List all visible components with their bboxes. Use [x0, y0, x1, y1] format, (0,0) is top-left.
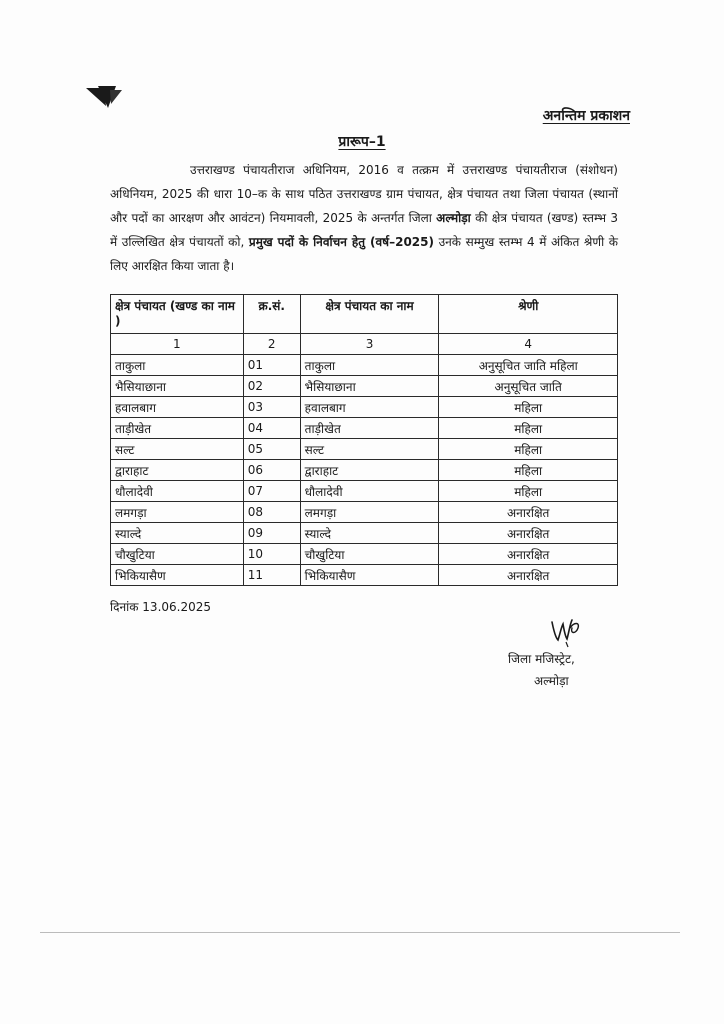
panchayat-name-cell: भैसियाछाना: [300, 376, 439, 397]
corner-mark-icon: [84, 84, 124, 110]
header-block-name: क्षेत्र पंचायत (खण्ड का नाम ): [111, 295, 244, 334]
panchayat-name-cell: लमगड़ा: [300, 502, 439, 523]
panchayat-name-cell: चौखुटिया: [300, 544, 439, 565]
district-name: अल्मोड़ा: [436, 211, 471, 225]
table-row: [111, 523, 618, 544]
panchayat-name-cell: हवालबाग: [300, 397, 439, 418]
column-number: 4: [439, 334, 618, 355]
table-row: [111, 376, 618, 397]
date-line: [110, 598, 211, 615]
serial-cell: 04: [243, 418, 300, 439]
signatory-place: अल्मोड़ा: [534, 674, 569, 688]
serial-cell: 01: [243, 355, 300, 376]
column-number: 2: [243, 334, 300, 355]
panchayat-name-cell: ताकुला: [300, 355, 439, 376]
table-row: [111, 439, 618, 460]
handwritten-signature: [548, 614, 584, 648]
form-title: प्रारूप–1: [338, 134, 386, 150]
provisional-publication-heading: अनन्तिम प्रकाशन: [542, 108, 630, 124]
block-name-cell: धौलादेवी: [111, 481, 244, 502]
category-cell: अनुसूचित जाति महिला: [439, 355, 618, 376]
panchayat-name-cell: धौलादेवी: [300, 481, 439, 502]
column-number-row: [111, 334, 618, 355]
table-row: [111, 418, 618, 439]
block-name-cell: द्वाराहाट: [111, 460, 244, 481]
category-cell: महिला: [439, 481, 618, 502]
block-name-cell: लमगड़ा: [111, 502, 244, 523]
panchayat-name-cell: सल्ट: [300, 439, 439, 460]
panchayat-name-cell: द्वाराहाट: [300, 460, 439, 481]
block-name-cell: चौखुटिया: [111, 544, 244, 565]
category-cell: अनारक्षित: [439, 523, 618, 544]
table-row: [111, 544, 618, 565]
date-value: 13.06.2025: [142, 600, 212, 614]
category-cell: अनारक्षित: [439, 502, 618, 523]
serial-cell: 10: [243, 544, 300, 565]
serial-cell: 03: [243, 397, 300, 418]
serial-cell: 07: [243, 481, 300, 502]
panchayat-name-cell: भिकियासैण: [300, 565, 439, 586]
category-cell: महिला: [439, 418, 618, 439]
header-panchayat-name: क्षेत्र पंचायत का नाम: [300, 295, 439, 334]
body-text-part1: उत्तराखण्ड पंचायतीराज अधिनियम, 2016 व तत्क्रम में उत्तराखण्ड पंचायतीराज (संशोधन) अधिनियम, 2025 की धारा 10–क के साथ पठित उत्तराखण्ड ग्राम पंचायत, क्षेत्र पंचायत तथा जिला पंचायत (स्थानों और पदों का आरक्षण और आवंटन) नियमावली, 2025 के अन्तर्गत जिला: [110, 163, 618, 225]
block-name-cell: हवालबाग: [111, 397, 244, 418]
serial-cell: 09: [243, 523, 300, 544]
category-cell: अनुसूचित जाति: [439, 376, 618, 397]
category-cell: महिला: [439, 397, 618, 418]
header-category: श्रेणी: [439, 295, 618, 334]
block-name-cell: ताकुला: [111, 355, 244, 376]
block-name-cell: ताड़ीखेत: [111, 418, 244, 439]
panchayat-name-cell: ताड़ीखेत: [300, 418, 439, 439]
panchayat-name-cell: स्याल्दे: [300, 523, 439, 544]
column-number: 3: [300, 334, 439, 355]
table-row: [111, 355, 618, 376]
body-text-part2: की क्षेत्र पंचायत (खण्ड) स्तम्भ 3 में उल्लिखित क्षेत्र पंचायतों को,: [110, 211, 618, 249]
serial-cell: 11: [243, 565, 300, 586]
table-row: [111, 565, 618, 586]
reservation-table: [110, 294, 618, 586]
signatory-block: [508, 648, 618, 692]
signatory-designation: जिला मजिस्ट्रेट,: [508, 652, 575, 666]
body-text-part3: उनके सम्मुख स्तम्भ 4 में अंकित श्रेणी के लिए आरक्षित किया जाता है।: [110, 235, 618, 273]
table-row: [111, 460, 618, 481]
category-cell: अनारक्षित: [439, 544, 618, 565]
serial-cell: 08: [243, 502, 300, 523]
serial-cell: 06: [243, 460, 300, 481]
block-name-cell: सल्ट: [111, 439, 244, 460]
page-bottom-divider: [40, 932, 680, 933]
serial-cell: 05: [243, 439, 300, 460]
date-label: दिनांक: [110, 600, 139, 614]
table-row: [111, 481, 618, 502]
column-number: 1: [111, 334, 244, 355]
block-name-cell: भिकियासैण: [111, 565, 244, 586]
table-row: [111, 397, 618, 418]
table-header-row: [111, 295, 618, 334]
block-name-cell: स्याल्दे: [111, 523, 244, 544]
body-paragraph: [110, 158, 618, 278]
header-serial: क्र.सं.: [243, 295, 300, 334]
serial-cell: 02: [243, 376, 300, 397]
category-cell: महिला: [439, 439, 618, 460]
block-name-cell: भैसियाछाना: [111, 376, 244, 397]
purpose-text: प्रमुख पदों के निर्वाचन हेतु (वर्ष–2025): [248, 235, 434, 249]
category-cell: अनारक्षित: [439, 565, 618, 586]
category-cell: महिला: [439, 460, 618, 481]
table-row: [111, 502, 618, 523]
